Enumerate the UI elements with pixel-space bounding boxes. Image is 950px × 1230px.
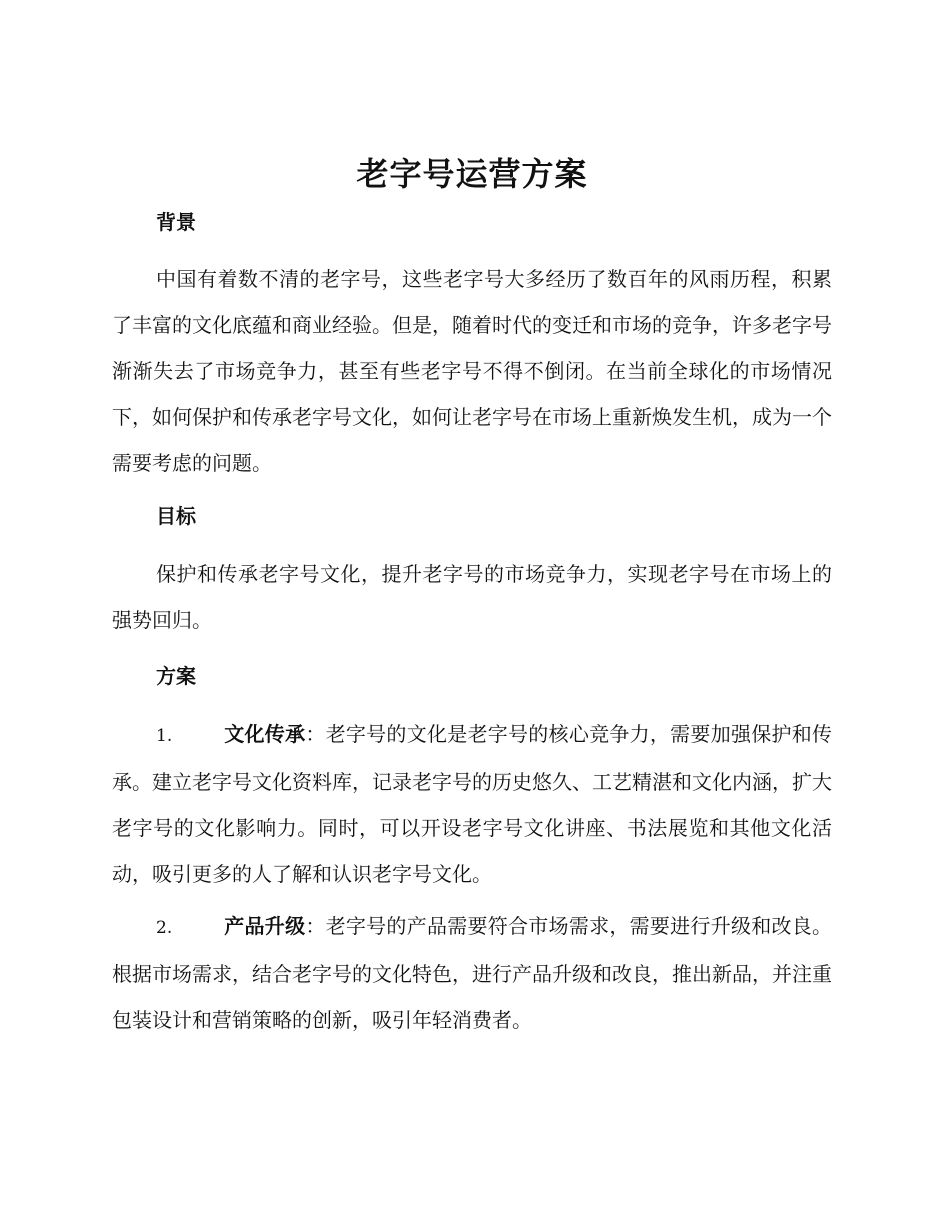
document-title: 老字号运营方案 xyxy=(356,155,588,193)
list-item-separator: ： xyxy=(305,722,326,746)
list-item-number: 2. xyxy=(156,918,173,938)
list-item-number: 1. xyxy=(156,726,173,746)
goal-paragraph: 保护和传承老字号文化，提升老字号的市场竞争力，实现老字号在市场上的强势回归。 xyxy=(112,562,832,632)
list-item-text: 老字号的文化是老字号的核心竞争力，需要加强保护和传承。建立老字号文化资料库，记录老字号的历史悠久、工艺精湛和文化内涵，扩大老字号的文化影响力。同时，可以开设老字号文化讲座、书法展览和其他文化活动，吸引更多的人了解和认识老字号文化。 xyxy=(112,722,833,886)
list-item-separator: ： xyxy=(305,914,326,938)
section-heading-goal: 目标 xyxy=(156,504,196,528)
list-item-text: 老字号的产品需要符合市场需求，需要进行升级和改良。根据市场需求，结合老字号的文化特色，进行产品升级和改良，推出新品，并注重包装设计和营销策略的创新，吸引年轻消费者。 xyxy=(112,914,833,1032)
plan-list-item xyxy=(112,711,832,897)
list-item-title: 文化传承 xyxy=(224,722,306,746)
plan-list-item xyxy=(112,903,832,1043)
section-heading-background: 背景 xyxy=(156,210,196,234)
section-heading-plan: 方案 xyxy=(156,664,196,688)
list-item-title: 产品升级 xyxy=(224,914,306,938)
background-paragraph: 中国有着数不清的老字号，这些老字号大多经历了数百年的风雨历程，积累了丰富的文化底蕴和商业经验。但是，随着时代的变迁和市场的竞争，许多老字号渐渐失去了市场竞争力，甚至有些老字号不得不倒闭。在当前全球化的市场情况下，如何保护和传承老字号文化，如何让老字号在市场上重新焕发生机，成为一个需要考虑的问题。 xyxy=(112,267,832,475)
